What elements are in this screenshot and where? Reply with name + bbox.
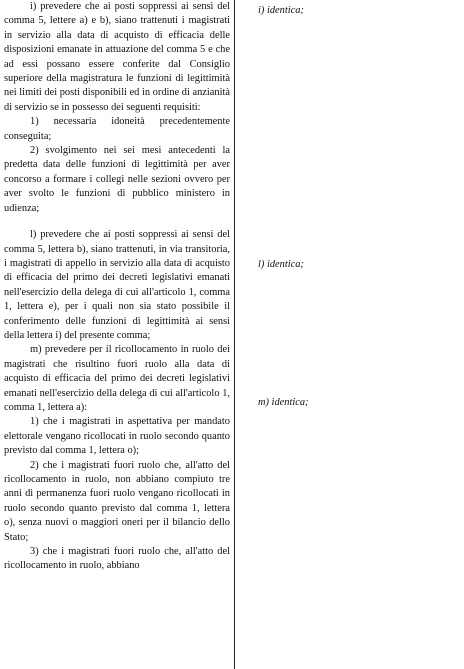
note-identica-m: m) identica; (258, 397, 309, 408)
m-item-2: 2) che i magistrati fuori ruolo che, all'atto del ricollocamento in ruolo, non abbiano compiuto tre anni di permanenza fuori ruolo vengano ricollocati in ruolo secondo quanto previsto dal comma 1, lettera o), senza nuovi o maggiori oneri per il bilancio dello Stato; (4, 459, 230, 543)
paragraph-letter-m: m) prevedere per il ricollocamento in ruolo dei magistrati che risultino fuori ruolo alla data di acquisto di efficacia del primo dei decreti legislativi emanati nell'esercizio della delega di cui all'articolo 1, comma 1, lettera a): (4, 344, 230, 413)
left-column (4, 0, 230, 574)
note-identica-l: l) identica; (258, 259, 304, 270)
note-identica-i: i) identica; (258, 5, 304, 16)
m-item-1: 1) che i magistrati in aspettativa per mandato elettorale vengano ricollocati in ruolo secondo quanto previsto dal comma 1, lettera o); (4, 416, 230, 457)
paragraph-letter-l: l) prevedere che ai posti soppressi ai sensi del comma 5, lettera b), siano trattenuti, in via transitoria, i magistrati di appello in servizio alla data di acquisto di efficacia del primo dei decreti legislativi emanati nell'esercizio della delega di cui all'articolo 1, comma 1, lettera e), per i quali non sia stato possibile il conferimento delle funzioni di legittimità ai sensi della lettera i) del presente comma; (4, 229, 230, 341)
requirement-2: 2) svolgimento nei sei mesi antecedenti la predetta data delle funzioni di legittimità per aver concorso a formare i collegi nelle sezioni ovvero per aver svolto le funzioni di pubblico ministero in udienza; (4, 145, 230, 214)
paragraph-letter-i: i) prevedere che ai posti soppressi ai sensi del comma 5, lettere a) e b), siano trattenuti i magistrati in servizio alla data di acquisto di efficacia delle disposizioni emanate in attuazione del comma 5 e che ad essi possano essere conferite dal Consiglio superiore della magistratura le funzioni di legittimità nei limiti dei posti disponibili ed in ordine di anzianità di servizio se in possesso dei seguenti requisiti: (4, 1, 230, 113)
column-divider (234, 0, 235, 669)
m-item-3: 3) che i magistrati fuori ruolo che, all'atto del ricollocamento in ruolo, abbiano (4, 546, 230, 572)
requirement-1: 1) necessaria idoneità precedentemente conseguita; (4, 116, 230, 142)
